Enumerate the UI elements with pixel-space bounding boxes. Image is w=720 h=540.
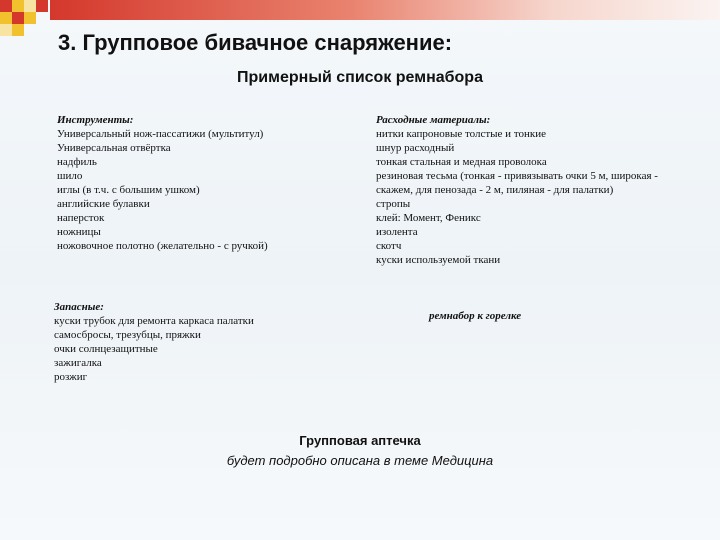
list-item: очки солнцезащитные bbox=[54, 343, 158, 355]
list-item: надфиль bbox=[57, 156, 97, 168]
list-item: нитки капроновые толстые и тонкие bbox=[376, 128, 546, 140]
list-item: тонкая стальная и медная проволока bbox=[376, 156, 547, 168]
tools-section bbox=[57, 113, 357, 253]
list-item: ножовочное полотно (желательно - с ручкой) bbox=[57, 240, 268, 252]
list-item: куски трубок для ремонта каркаса палатки bbox=[54, 315, 254, 327]
first-aid-title: Групповая аптечка bbox=[299, 433, 421, 448]
list-item: куски используемой ткани bbox=[376, 254, 501, 266]
consumables-heading: Расходные материалы: bbox=[376, 114, 491, 126]
spares-section bbox=[54, 300, 354, 384]
spares-heading: Запасные: bbox=[54, 301, 104, 313]
list-item: шнур расходный bbox=[376, 142, 455, 154]
list-item: изолента bbox=[376, 226, 418, 238]
slide-subtitle: Примерный список ремнабора bbox=[237, 69, 483, 86]
list-item: Универсальная отвёртка bbox=[57, 142, 171, 154]
consumables-section bbox=[376, 113, 691, 267]
list-item: зажигалка bbox=[54, 357, 102, 369]
slide-title: 3. Групповое бивачное снаряжение: bbox=[58, 30, 453, 55]
list-item: шило bbox=[57, 170, 83, 182]
tools-heading: Инструменты: bbox=[57, 114, 134, 126]
list-item: стропы bbox=[376, 198, 411, 210]
list-item: клей: Момент, Феникс bbox=[376, 212, 481, 224]
list-item: иглы (в т.ч. с большим ушком) bbox=[57, 184, 200, 196]
list-item: Универсальный нож-пассатижи (мультитул) bbox=[57, 128, 264, 140]
list-item: ножницы bbox=[57, 226, 101, 238]
first-aid-note: будет подробно описана в теме Медицина bbox=[226, 453, 494, 468]
stove-kit-heading: ремнабор к горелке bbox=[429, 310, 522, 322]
list-item: английские булавки bbox=[57, 198, 150, 210]
list-item: самосбросы, трезубцы, пряжки bbox=[54, 329, 201, 341]
list-item: скотч bbox=[376, 240, 402, 252]
list-item: наперсток bbox=[57, 212, 105, 224]
top-accent-bar bbox=[50, 0, 720, 20]
list-item: резиновая тесьма (тонкая - привязывать очки 5 м, широкая - скажем, для пенозада - 2 м, пиляная - для палатки) bbox=[376, 170, 658, 196]
list-item: розжиг bbox=[54, 371, 88, 383]
